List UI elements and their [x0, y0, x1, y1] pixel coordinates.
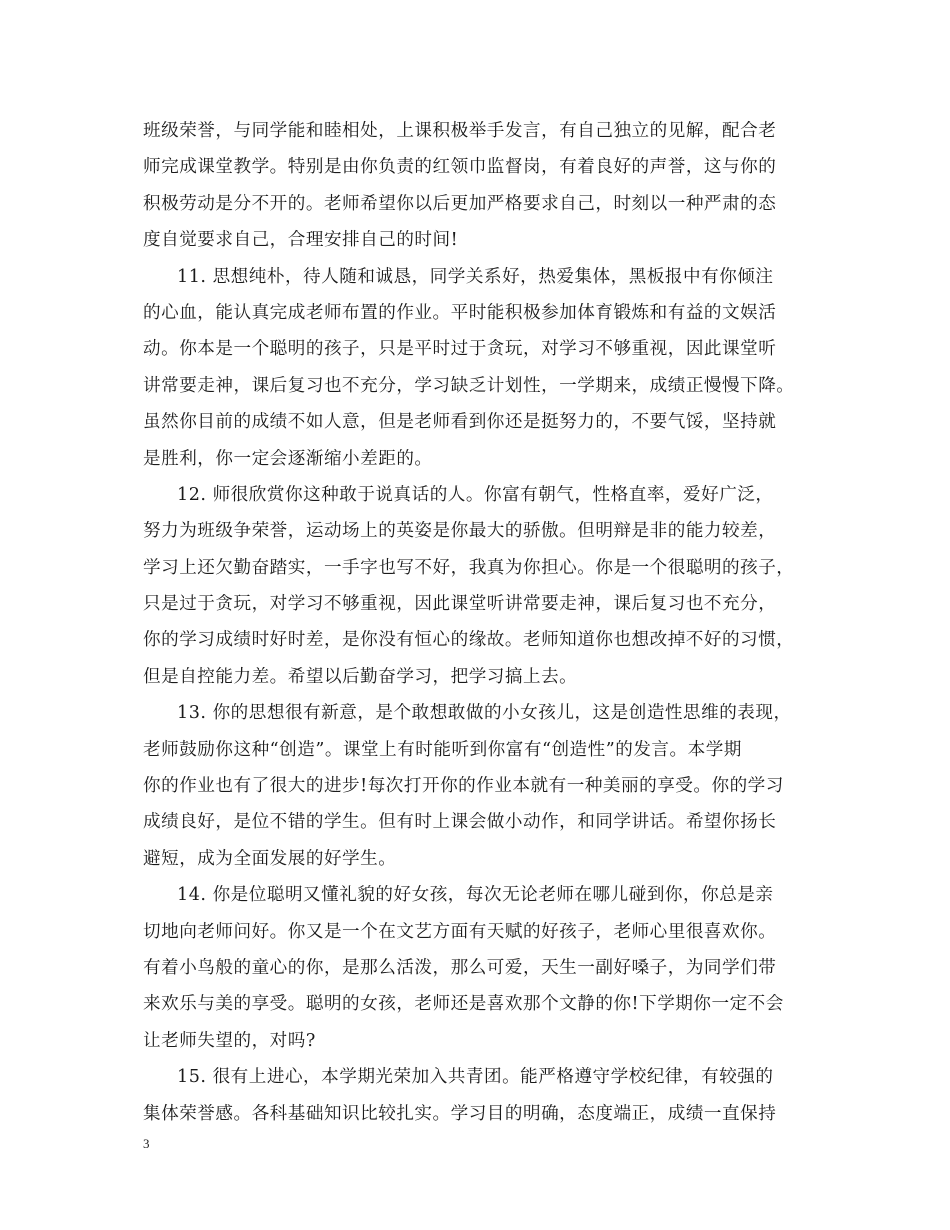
text-line: 避短，成为全面发展的好学生。 — [143, 848, 397, 869]
text-line: 动。你本是一个聪明的孩子，只是平时过于贪玩，对学习不够重视，因此课堂听 — [143, 339, 777, 360]
text-line: 集体荣誉感。各科基础知识比较扎实。学习目的明确，态度端正，成绩一直保持 — [143, 1103, 777, 1124]
text-line: 你的作业也有了很大的进步!每次打开你的作业本就有一种美丽的享受。你的学习 — [143, 776, 784, 797]
paragraph-start-line: 12. 师很欣赏你这种敢于说真话的人。你富有朝气，性格直率，爱好广泛， — [177, 484, 774, 505]
text-line: 让老师失望的，对吗? — [143, 1030, 316, 1051]
text-line: 努力为班级争荣誉，运动场上的英姿是你最大的骄傲。但明辩是非的能力较差， — [143, 521, 777, 542]
text-line: 班级荣誉，与同学能和睦相处，上课积极举手发言，有自己独立的见解，配合老 — [143, 121, 777, 141]
body-text — [143, 113, 807, 1132]
page-number: 3 — [143, 1136, 150, 1151]
text-line: 师完成课堂教学。特别是由你负责的红领巾监督岗，有着良好的声誉，这与你的 — [143, 157, 777, 178]
text-line: 讲常要走神，课后复习也不充分，学习缺乏计划性，一学期来，成绩正慢慢下降。 — [143, 375, 795, 396]
text-line: 有着小鸟般的童心的你，是那么活泼，那么可爱，天生一副好嗓子，为同学们带 — [143, 957, 777, 978]
text-line: 学习上还欠勤奋踏实，一手字也写不好，我真为你担心。你是一个很聪明的孩子， — [143, 557, 795, 578]
paragraph-start-line: 11. 思想纯朴，待人随和诚恳，同学关系好，热爱集体，黑板报中有你倾注 — [177, 266, 774, 287]
text-line: 是胜利，你一定会逐渐缩小差距的。 — [143, 448, 433, 469]
text-line: 度自觉要求自己，合理安排自己的时间! — [143, 230, 459, 251]
paragraph-start-line: 14. 你是位聪明又懂礼貌的好女孩，每次无论老师在哪儿碰到你，你总是亲 — [177, 885, 774, 906]
text-line: 但是自控能力差。希望以后勤奋学习，把学习搞上去。 — [143, 666, 578, 687]
text-line: 积极劳动是分不开的。老师希望你以后更加严格要求自己，时刻以一种严肃的态 — [143, 193, 777, 214]
text-line: 你的学习成绩时好时差，是你没有恒心的缘故。老师知道你也想改掉不好的习惯， — [143, 630, 795, 651]
text-line: 虽然你目前的成绩不如人意，但是老师看到你还是挺努力的，不要气馁，坚持就 — [143, 412, 777, 433]
text-line: 切地向老师问好。你又是一个在文艺方面有天赋的好孩子，老师心里很喜欢你。 — [143, 921, 777, 942]
paragraph-start-line: 15. 很有上进心，本学期光荣加入共青团。能严格遵守学校纪律，有较强的 — [177, 1067, 774, 1088]
text-line: 老师鼓励你这种“创造”。课堂上有时能听到你富有“创造性”的发言。本学期 — [143, 739, 742, 760]
text-line: 来欢乐与美的享受。聪明的女孩，老师还是喜欢那个文静的你!下学期你一定不会 — [143, 994, 784, 1015]
text-line: 的心血，能认真完成老师布置的作业。平时能积极参加体育锻炼和有益的文娱活 — [143, 302, 777, 323]
text-line: 只是过于贪玩，对学习不够重视，因此课堂听讲常要走神，课后复习也不充分， — [143, 594, 777, 615]
paragraph-start-line: 13. 你的思想很有新意，是个敢想敢做的小女孩儿，这是创造性思维的表现， — [177, 703, 792, 724]
text-line: 成绩良好，是位不错的学生。但有时上课会做小动作，和同学讲话。希望你扬长 — [143, 812, 777, 833]
